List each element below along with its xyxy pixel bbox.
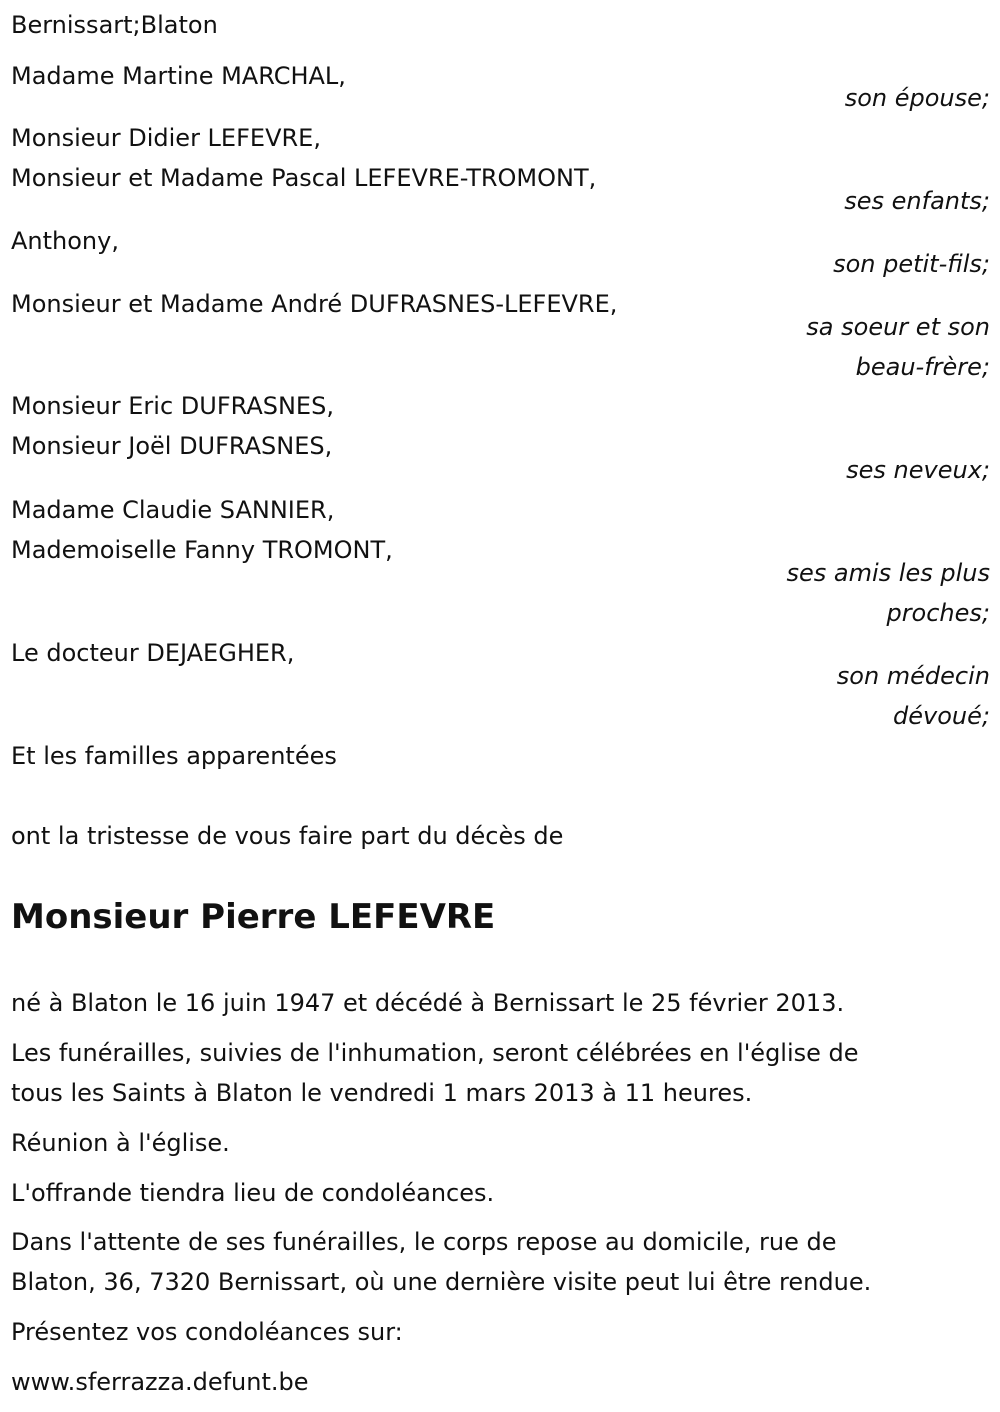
family-relation: beau-frère; <box>855 353 990 381</box>
announcement: ont la tristesse de vous faire part du décès de <box>11 822 564 850</box>
offering-note: L'offrande tiendra lieu de condoléances. <box>11 1179 495 1207</box>
family-name: Monsieur Eric DUFRASNES, <box>11 392 334 420</box>
family-relation: ses amis les plus <box>786 559 990 587</box>
family-name: Monsieur Didier LEFEVRE, <box>11 124 321 152</box>
visitation-line: Blaton, 36, 7320 Bernissart, où une dernière visite peut lui être rendue. <box>11 1268 872 1296</box>
birth-death: né à Blaton le 16 juin 1947 et décédé à Bernissart le 25 février 2013. <box>11 989 845 1017</box>
family-name: Monsieur et Madame André DUFRASNES-LEFEVRE, <box>11 290 618 318</box>
family-relation: ses neveux; <box>846 456 990 484</box>
visitation-line: Dans l'attente de ses funérailles, le corps repose au domicile, rue de <box>11 1228 837 1256</box>
location: Bernissart;Blaton <box>11 11 218 39</box>
family-relation: ses enfants; <box>844 187 990 215</box>
meeting-note: Réunion à l'église. <box>11 1129 230 1157</box>
family-relation: son médecin <box>836 662 990 690</box>
family-name: Mademoiselle Fanny TROMONT, <box>11 536 393 564</box>
family-name: Anthony, <box>11 227 119 255</box>
family-name: Le docteur DEJAEGHER, <box>11 639 295 667</box>
website-link[interactable]: www.sferrazza.defunt.be <box>11 1368 309 1396</box>
family-name: Monsieur et Madame Pascal LEFEVRE-TROMONT, <box>11 164 597 192</box>
family-relation: sa soeur et son <box>806 313 990 341</box>
family-relation: proches; <box>886 599 990 627</box>
families-line: Et les familles apparentées <box>11 742 337 770</box>
family-name: Madame Martine MARCHAL, <box>11 62 346 90</box>
family-relation: son petit-fils; <box>833 250 990 278</box>
condolences-label: Présentez vos condoléances sur: <box>11 1318 403 1346</box>
deceased-name: Monsieur Pierre LEFEVRE <box>11 897 496 937</box>
funeral-line: tous les Saints à Blaton le vendredi 1 mars 2013 à 11 heures. <box>11 1079 753 1107</box>
family-name: Madame Claudie SANNIER, <box>11 496 335 524</box>
funeral-line: Les funérailles, suivies de l'inhumation, seront célébrées en l'église de <box>11 1039 859 1067</box>
family-relation: son épouse; <box>844 84 990 112</box>
family-relation: dévoué; <box>893 702 990 730</box>
family-name: Monsieur Joël DUFRASNES, <box>11 432 333 460</box>
